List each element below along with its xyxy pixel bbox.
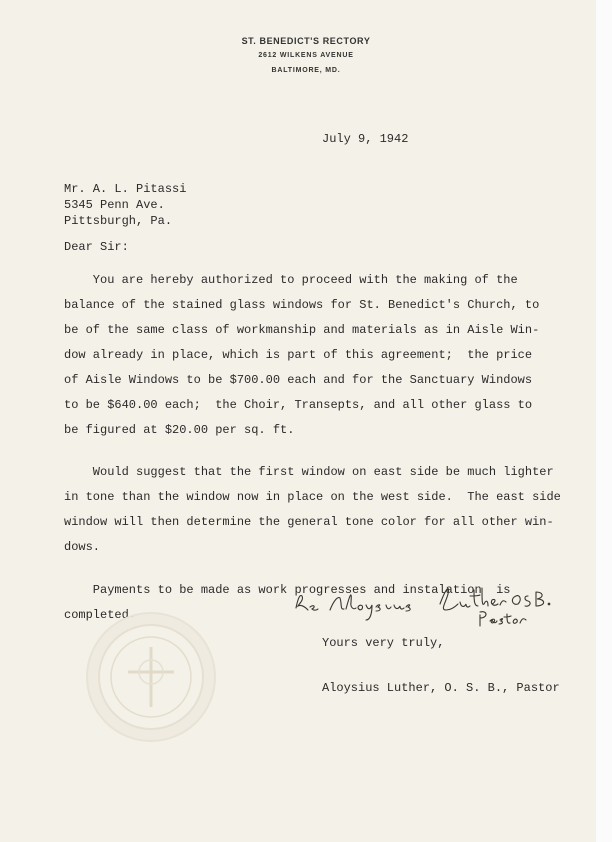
body-line: in tone than the window now in place on the west side. The east side <box>64 490 561 504</box>
body-line: dows. <box>64 540 101 554</box>
page-edge <box>596 0 612 842</box>
body-line: You are hereby authorized to proceed with the making of the <box>64 273 518 287</box>
body-line: window will then determine the general tone color for all other win- <box>64 515 554 529</box>
body-line: dow already in place, which is part of this agreement; the price <box>64 348 533 362</box>
recipient-street: 5345 Penn Ave. <box>64 198 165 212</box>
body-line: of Aisle Windows to be $700.00 each and for the Sanctuary Windows <box>64 373 533 387</box>
body-line: completed. <box>64 608 137 622</box>
body-line: to be $640.00 each; the Choir, Transepts, and all other glass to <box>64 398 533 412</box>
body-line: balance of the stained glass windows for St. Benedict's Church, to <box>64 298 540 312</box>
letterhead-name: ST. BENEDICT'S RECTORY <box>241 36 371 46</box>
letterhead-city: BALTIMORE, MD. <box>271 67 341 74</box>
recipient-city: Pittsburgh, Pa. <box>64 214 173 228</box>
salutation: Dear Sir: <box>64 240 129 254</box>
signatory-name: Aloysius Luther, O. S. B., Pastor <box>322 681 560 695</box>
embossed-seal <box>86 612 216 742</box>
body-line: be figured at $20.00 per sq. ft. <box>64 423 295 437</box>
body-line: be of the same class of workmanship and materials as in Aisle Win- <box>64 323 540 337</box>
handwritten-signature <box>290 574 560 634</box>
body-line: Would suggest that the first window on east side be much lighter <box>64 465 554 479</box>
letterhead-street: 2612 WILKENS AVENUE <box>258 52 354 59</box>
body-line: Payments to be made as work progresses and instalation is <box>64 583 511 597</box>
recipient-name: Mr. A. L. Pitassi <box>64 182 187 196</box>
letter-date: July 9, 1942 <box>322 132 409 146</box>
closing: Yours very truly, <box>322 636 445 650</box>
